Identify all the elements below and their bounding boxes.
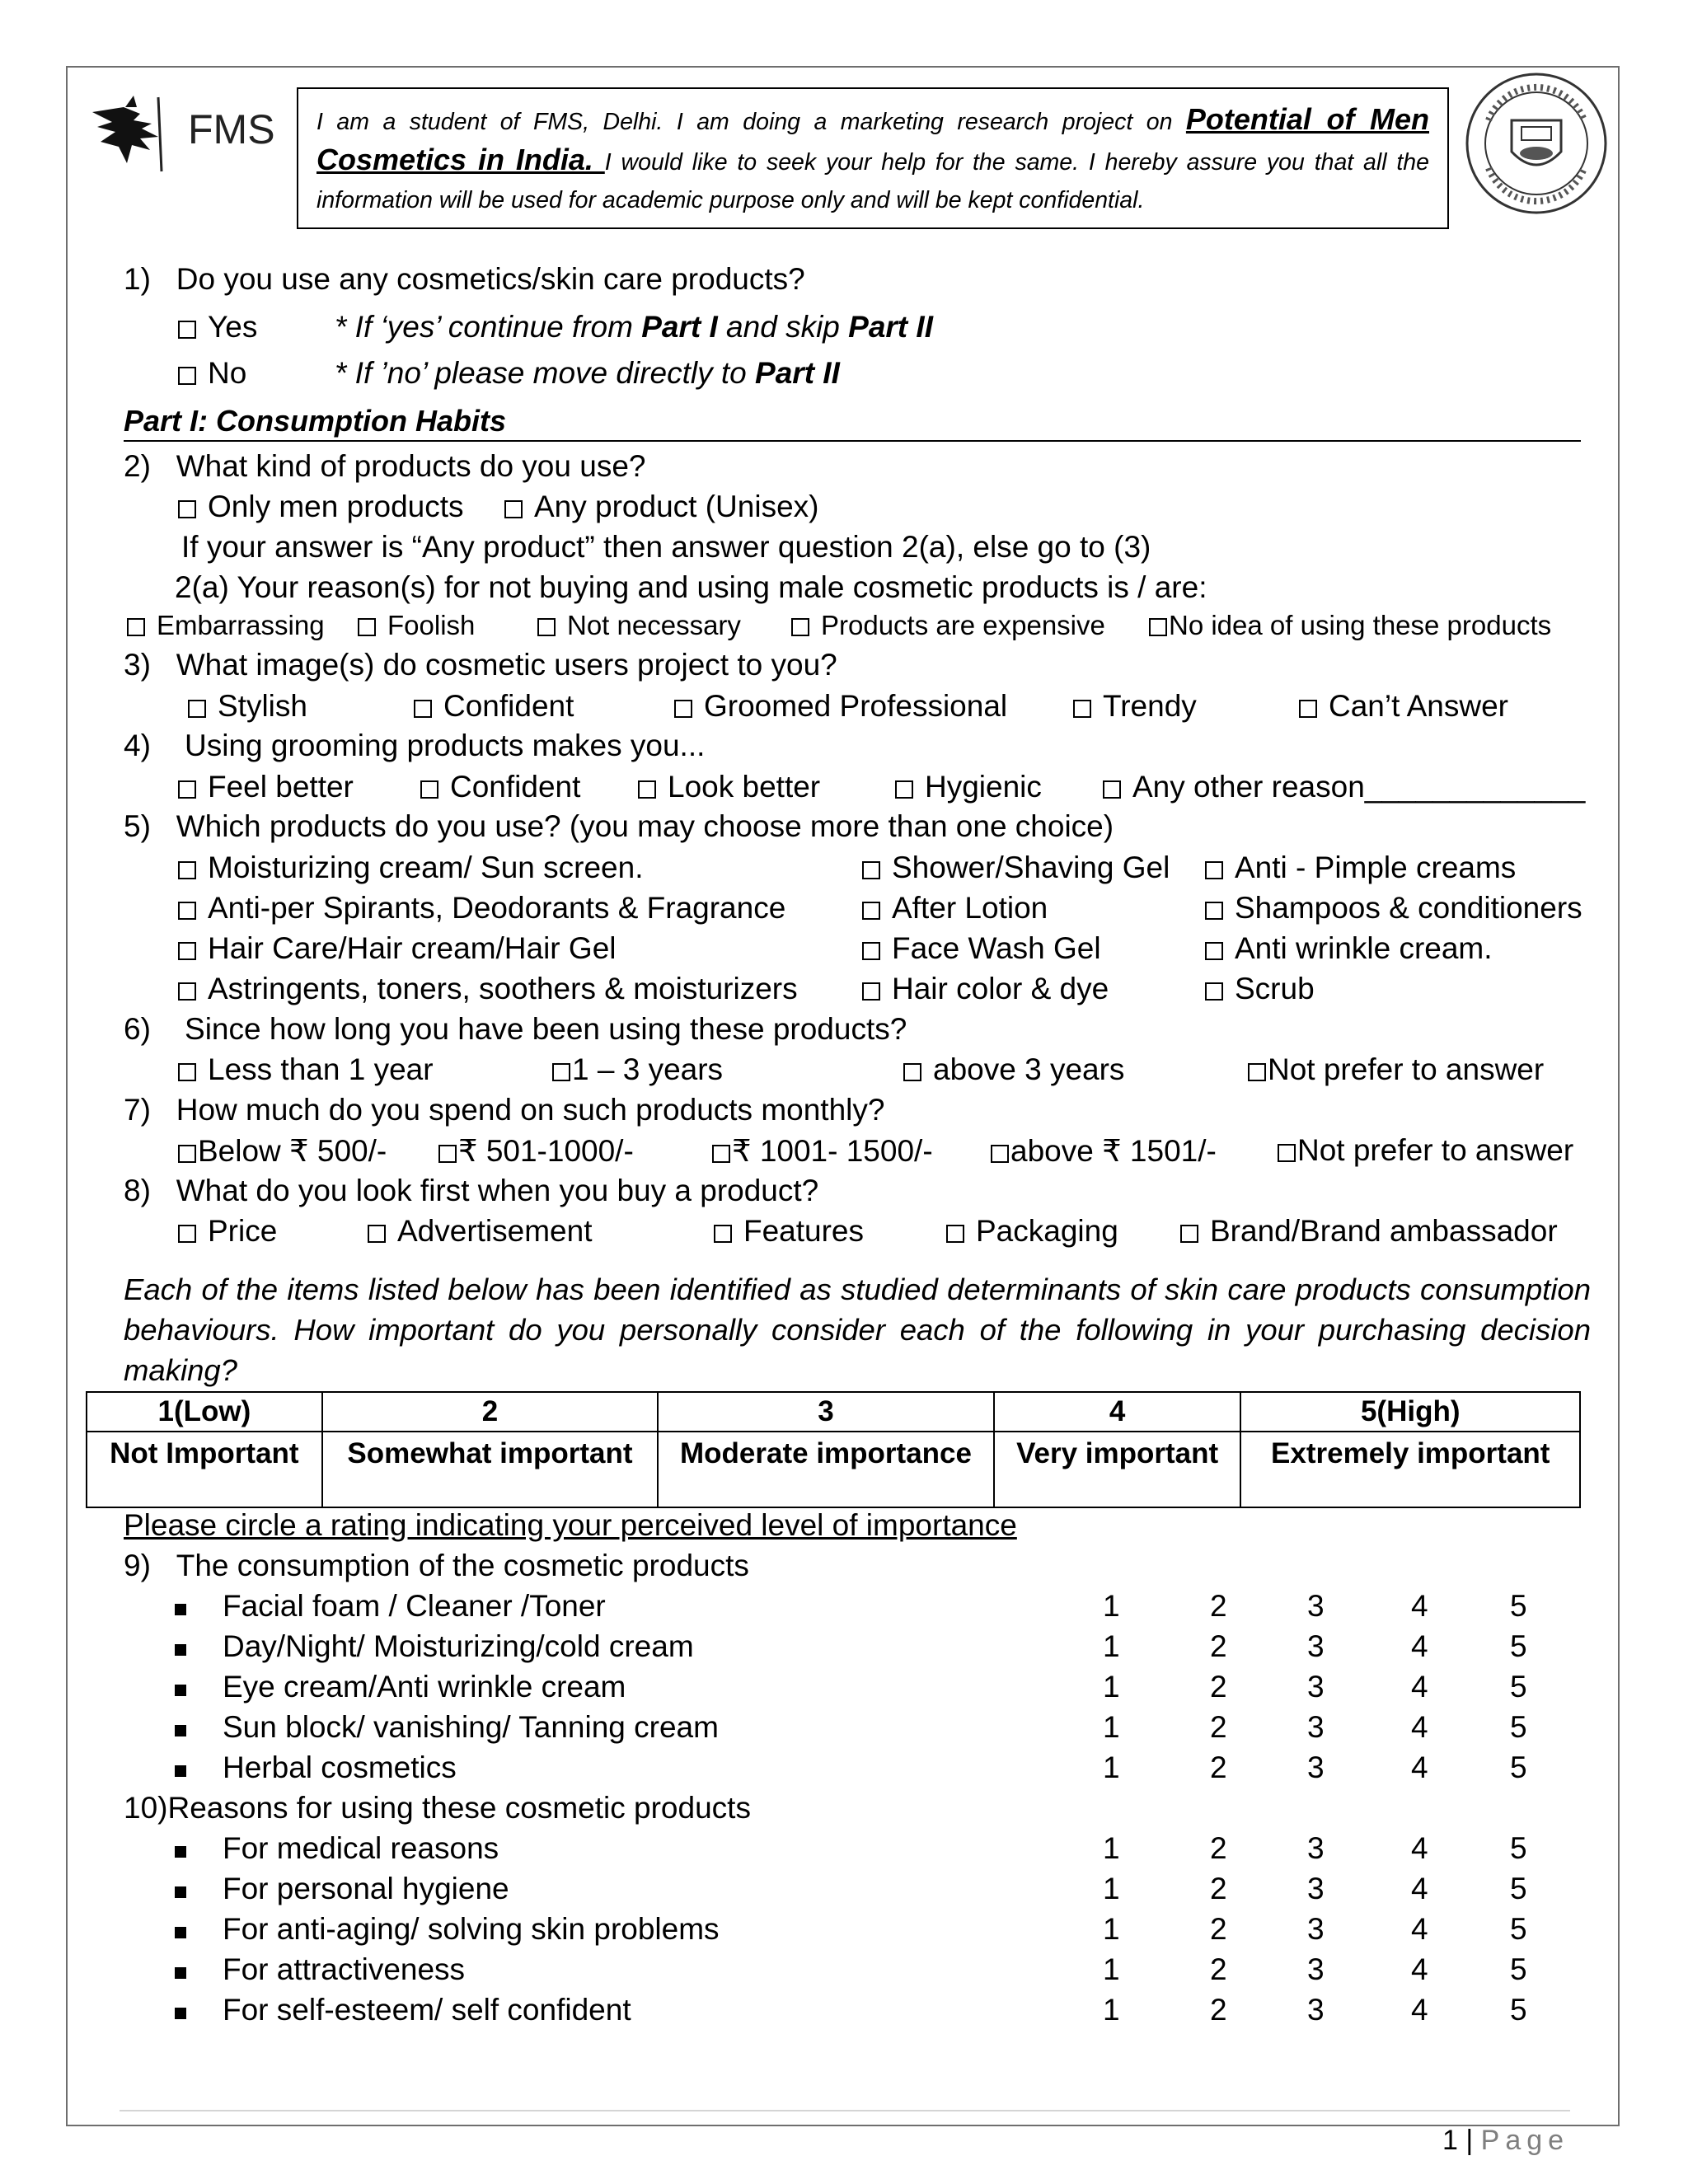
- q1-yes-note-c: and skip: [717, 310, 849, 344]
- question-3: [124, 648, 837, 682]
- q4-option-3[interactable]: [638, 770, 820, 804]
- q1-number: 1): [124, 262, 151, 296]
- option-label: Not prefer to answer: [1268, 1052, 1545, 1086]
- q5-option-7[interactable]: [178, 931, 617, 966]
- q2a-reason-2[interactable]: [358, 610, 475, 641]
- option-label: Scrub: [1235, 972, 1315, 1005]
- checkbox[interactable]: [991, 1145, 1009, 1163]
- checkbox[interactable]: [178, 1063, 196, 1081]
- reason-label: Products are expensive: [821, 610, 1105, 640]
- bullet-icon: [175, 1846, 186, 1858]
- option-label: Any other reason_____________: [1132, 770, 1586, 804]
- option-label: Moisturizing cream/ Sun screen.: [208, 851, 644, 884]
- checkbox[interactable]: [1205, 902, 1223, 920]
- checkbox[interactable]: [1103, 780, 1121, 799]
- rating-option-4[interactable]: 4: [1411, 1831, 1428, 1865]
- q1-yes-option[interactable]: [178, 310, 257, 344]
- checkbox[interactable]: [638, 780, 656, 799]
- q2-option-men[interactable]: [178, 490, 464, 524]
- rating-option-2[interactable]: 2: [1210, 1952, 1227, 1986]
- rating-option-1[interactable]: 1: [1103, 1952, 1120, 1986]
- q3-option-4[interactable]: [1073, 689, 1197, 724]
- q10-number: 10): [124, 1791, 168, 1825]
- checkbox[interactable]: [178, 500, 196, 518]
- checkbox[interactable]: [178, 780, 196, 799]
- q7-option-4[interactable]: [991, 1133, 1217, 1169]
- q1-no-option[interactable]: [178, 356, 246, 391]
- scale-level-3: 3: [658, 1392, 994, 1432]
- rating-option-4[interactable]: 4: [1411, 1993, 1428, 2027]
- bullet-icon: [175, 1927, 186, 1938]
- rating-item-label: Herbal cosmetics: [223, 1750, 457, 1784]
- rating-option-5[interactable]: 5: [1510, 1589, 1527, 1623]
- rating-option-5[interactable]: 5: [1510, 1670, 1527, 1704]
- page-label: Page: [1480, 2125, 1570, 2156]
- eagle-icon: [76, 89, 183, 180]
- q3-option-3[interactable]: [674, 689, 1007, 724]
- option-label: Hygienic: [925, 770, 1042, 804]
- q1-yes-note-a: * If ‘yes’ continue from: [335, 310, 642, 344]
- option-label: Anti-per Spirants, Deodorants & Fragrance: [208, 891, 786, 925]
- fms-logo: [76, 89, 282, 180]
- checkbox[interactable]: [862, 982, 880, 1001]
- checkbox[interactable]: [1248, 1063, 1266, 1081]
- q5-option-3[interactable]: [1205, 851, 1516, 885]
- option-label: Trendy: [1103, 689, 1197, 723]
- logo-text: FMS: [188, 106, 275, 152]
- q6-option-3[interactable]: [903, 1052, 1124, 1087]
- checkbox[interactable]: [862, 942, 880, 960]
- checkbox[interactable]: [438, 1145, 457, 1163]
- scale-label-4: Very important: [994, 1432, 1241, 1507]
- q5-option-8[interactable]: [862, 931, 1101, 966]
- q5-option-9[interactable]: [1205, 931, 1493, 966]
- q8-option-2[interactable]: [368, 1214, 593, 1249]
- option-label: Hair Care/Hair cream/Hair Gel: [208, 931, 617, 965]
- bullet-icon: [175, 1685, 186, 1696]
- q7-option-3[interactable]: [712, 1133, 933, 1169]
- checkbox[interactable]: [188, 700, 206, 718]
- rating-option-3[interactable]: 3: [1307, 1670, 1325, 1704]
- q5-text: Which products do you use? (you may choose more than one choice): [176, 809, 1114, 843]
- q2-option-unisex[interactable]: [504, 490, 818, 524]
- rating-option-1[interactable]: 1: [1103, 1710, 1120, 1744]
- question-4: [124, 729, 705, 763]
- q5-option-11[interactable]: [862, 972, 1109, 1006]
- checkbox[interactable]: [903, 1063, 921, 1081]
- checkbox[interactable]: [127, 618, 145, 636]
- q7-option-5[interactable]: [1278, 1133, 1573, 1168]
- q6-option-4[interactable]: [1248, 1052, 1544, 1087]
- option-label: Price: [208, 1214, 278, 1248]
- q3-option-2[interactable]: [414, 689, 574, 724]
- question-7: [124, 1093, 884, 1127]
- rating-option-4[interactable]: 4: [1411, 1670, 1428, 1704]
- checkbox[interactable]: [1205, 982, 1223, 1001]
- rating-option-5[interactable]: 5: [1510, 1831, 1527, 1865]
- checkbox[interactable]: [1149, 618, 1167, 636]
- rating-option-2[interactable]: 2: [1210, 1912, 1227, 1946]
- footer-divider: [120, 2110, 1570, 2111]
- rating-item-label: Facial foam / Cleaner /Toner: [223, 1589, 606, 1623]
- q1-no-note: [335, 356, 840, 391]
- checkbox[interactable]: [946, 1225, 964, 1243]
- q2a-reason-4[interactable]: [791, 610, 1105, 641]
- q7-option-2[interactable]: [438, 1133, 634, 1169]
- rating-item-label: For attractiveness: [223, 1952, 466, 1986]
- rating-option-3[interactable]: 3: [1307, 1993, 1325, 2027]
- rating-option-3[interactable]: 3: [1307, 1952, 1325, 1986]
- rating-option-4[interactable]: 4: [1411, 1629, 1428, 1663]
- option-label: Groomed Professional: [704, 689, 1008, 723]
- option-label: ₹ 1001- 1500/-: [732, 1134, 933, 1168]
- rating-option-5[interactable]: 5: [1510, 1912, 1527, 1946]
- q4-option-5[interactable]: [1103, 770, 1585, 804]
- page-footer: [1442, 2125, 1569, 2157]
- rating-option-2[interactable]: 2: [1210, 1710, 1227, 1744]
- scale-label-3: Moderate importance: [658, 1432, 994, 1507]
- q7-option-1[interactable]: [178, 1133, 387, 1169]
- checkbox[interactable]: [1073, 700, 1091, 718]
- q1-yes-note-d: Part II: [848, 310, 933, 344]
- rating-option-5[interactable]: 5: [1510, 1993, 1527, 2027]
- rating-option-2[interactable]: 2: [1210, 1670, 1227, 1704]
- option-label: After Lotion: [892, 891, 1048, 925]
- q6-option-2[interactable]: [552, 1052, 723, 1087]
- rating-option-1[interactable]: 1: [1103, 1872, 1120, 1905]
- checkbox[interactable]: [178, 1145, 196, 1163]
- scale-level-5: 5(High): [1240, 1392, 1580, 1432]
- question-10: [124, 1791, 751, 1825]
- option-label: Feel better: [208, 770, 354, 804]
- q5-number: 5): [124, 809, 151, 843]
- q8-option-4[interactable]: [946, 1214, 1118, 1249]
- circle-instruction: Please circle a rating indicating your perceived level of importance: [124, 1508, 1017, 1542]
- footer-separator: |: [1465, 2125, 1474, 2156]
- q9-number: 9): [124, 1549, 151, 1582]
- q2-number: 2): [124, 449, 151, 483]
- scale-label-1: Not Important: [87, 1432, 322, 1507]
- checkbox[interactable]: [178, 902, 196, 920]
- checkbox[interactable]: [712, 1145, 730, 1163]
- rating-option-5[interactable]: 5: [1510, 1952, 1527, 1986]
- rating-option-4[interactable]: 4: [1411, 1589, 1428, 1623]
- checkbox[interactable]: [178, 942, 196, 960]
- q1-text: Do you use any cosmetics/skin care products?: [176, 262, 805, 296]
- option-label: Confident: [443, 689, 574, 723]
- q5-option-2[interactable]: [862, 851, 1170, 885]
- q8-option-3[interactable]: [714, 1214, 864, 1249]
- option-label: Shower/Shaving Gel: [892, 851, 1170, 884]
- option-label: Shampoos & conditioners: [1235, 891, 1582, 925]
- q4-option-4[interactable]: [895, 770, 1042, 804]
- checkbox[interactable]: [537, 618, 556, 636]
- rating-option-5[interactable]: 5: [1510, 1710, 1527, 1744]
- rating-option-2[interactable]: 2: [1210, 1750, 1227, 1784]
- q7-text: How much do you spend on such products monthly?: [176, 1093, 885, 1127]
- question-2: [124, 449, 645, 484]
- scale-label-5: Extremely important: [1240, 1432, 1580, 1507]
- rating-option-4[interactable]: 4: [1411, 1912, 1428, 1946]
- q6-option-1[interactable]: [178, 1052, 434, 1087]
- rating-option-2[interactable]: 2: [1210, 1629, 1227, 1663]
- reason-label: Foolish: [387, 610, 476, 640]
- reason-label: No idea of using these products: [1169, 610, 1552, 640]
- q4-option-2[interactable]: [420, 770, 580, 804]
- checkbox[interactable]: [358, 618, 376, 636]
- checkbox[interactable]: [714, 1225, 732, 1243]
- q1-yes-note-b: Part I: [641, 310, 718, 344]
- rating-option-2[interactable]: 2: [1210, 1589, 1227, 1623]
- option-label: above ₹ 1501/-: [1010, 1134, 1217, 1168]
- project-title: Potential of Men Cosmetics in India.: [316, 102, 1429, 176]
- checkbox[interactable]: [862, 861, 880, 879]
- option-label: Advertisement: [397, 1214, 593, 1248]
- bullet-icon: [175, 1886, 186, 1898]
- option-label: Astringents, toners, soothers & moisturizers: [208, 972, 798, 1005]
- rating-item-label: Day/Night/ Moisturizing/cold cream: [223, 1629, 694, 1663]
- bullet-icon: [175, 1967, 186, 1979]
- option-label: 1 – 3 years: [572, 1052, 724, 1086]
- q4-number: 4): [124, 729, 151, 762]
- rating-item-label: For medical reasons: [223, 1831, 499, 1865]
- university-seal-icon: [1464, 71, 1609, 216]
- q1-no-note-b: Part II: [755, 356, 840, 390]
- importance-scale-table: [86, 1391, 1581, 1508]
- q1-yes-label: Yes: [208, 310, 258, 344]
- option-label: above 3 years: [933, 1052, 1125, 1086]
- rating-option-4[interactable]: 4: [1411, 1872, 1428, 1905]
- question-1: [124, 262, 805, 297]
- checkbox[interactable]: [178, 1225, 196, 1243]
- rating-option-4[interactable]: 4: [1411, 1750, 1428, 1784]
- rating-option-5[interactable]: 5: [1510, 1750, 1527, 1784]
- rating-option-1[interactable]: 1: [1103, 1589, 1120, 1623]
- checkbox[interactable]: [674, 700, 692, 718]
- rating-option-1[interactable]: 1: [1103, 1912, 1120, 1946]
- checkbox[interactable]: [791, 618, 809, 636]
- rating-option-3[interactable]: 3: [1307, 1872, 1325, 1905]
- q8-option-1[interactable]: [178, 1214, 277, 1249]
- question-9: [124, 1549, 749, 1583]
- part1-heading: Part I: Consumption Habits: [124, 404, 1581, 442]
- reason-label: Not necessary: [567, 610, 741, 640]
- q2-text: What kind of products do you use?: [176, 449, 646, 483]
- bullet-icon: [175, 1604, 186, 1615]
- rating-option-3[interactable]: 3: [1307, 1629, 1325, 1663]
- rating-option-5[interactable]: 5: [1510, 1629, 1527, 1663]
- checkbox[interactable]: [420, 780, 438, 799]
- q2a-text: 2(a) Your reason(s) for not buying and using male cosmetic products is / are:: [175, 570, 1207, 604]
- q2-note: If your answer is “Any product” then answer question 2(a), else go to (3): [181, 530, 1151, 564]
- q5-option-1[interactable]: [178, 851, 643, 885]
- rating-option-4[interactable]: 4: [1411, 1710, 1428, 1744]
- option-label: Can’t Answer: [1329, 689, 1508, 723]
- option-label: Below ₹ 500/-: [198, 1134, 387, 1168]
- option-label: Anti wrinkle cream.: [1235, 931, 1493, 965]
- checkbox[interactable]: [862, 902, 880, 920]
- option-label: Packaging: [976, 1214, 1118, 1248]
- rating-option-2[interactable]: 2: [1210, 1993, 1227, 2027]
- question-8: [124, 1174, 818, 1208]
- option-label: Look better: [668, 770, 821, 804]
- bullet-icon: [175, 1644, 186, 1656]
- checkbox[interactable]: [1205, 942, 1223, 960]
- q5-option-6[interactable]: [1205, 891, 1582, 926]
- option-label: Not prefer to answer: [1297, 1133, 1574, 1167]
- q6-number: 6): [124, 1012, 151, 1046]
- rating-item-label: For personal hygiene: [223, 1872, 509, 1905]
- rating-option-1[interactable]: 1: [1103, 1670, 1120, 1704]
- checkbox[interactable]: [552, 1063, 570, 1081]
- option-label: ₹ 501-1000/-: [458, 1134, 634, 1168]
- q4-option-1[interactable]: [178, 770, 354, 804]
- option-label: Anti - Pimple creams: [1235, 851, 1517, 884]
- checkbox[interactable]: [1278, 1144, 1296, 1162]
- bullet-icon: [175, 2008, 186, 2019]
- rating-item-label: Sun block/ vanishing/ Tanning cream: [223, 1710, 719, 1744]
- checkbox[interactable]: [895, 780, 913, 799]
- intro-text-1: I am a student of FMS, Delhi. I am doing a marketing research project on: [316, 109, 1186, 135]
- q2a-reason-1[interactable]: [127, 610, 325, 641]
- q1-no-label: No: [208, 356, 247, 390]
- q2a-reason-3[interactable]: [537, 610, 741, 641]
- rating-option-1[interactable]: 1: [1103, 1993, 1120, 2027]
- q4-text: Using grooming products makes you...: [185, 729, 706, 762]
- rating-option-5[interactable]: 5: [1510, 1872, 1527, 1905]
- q1-no-note-a: * If ’no’ please move directly to: [335, 356, 756, 390]
- q2-opt1-label: Only men products: [208, 490, 464, 523]
- rating-option-3[interactable]: 3: [1307, 1831, 1325, 1865]
- option-label: Features: [743, 1214, 865, 1248]
- q3-option-1[interactable]: [188, 689, 307, 724]
- rating-option-1[interactable]: 1: [1103, 1750, 1120, 1784]
- rating-option-3[interactable]: 3: [1307, 1912, 1325, 1946]
- rating-option-4[interactable]: 4: [1411, 1952, 1428, 1986]
- bullet-icon: [175, 1725, 186, 1736]
- q3-number: 3): [124, 648, 151, 682]
- q1-yes-note: [335, 310, 933, 344]
- q2-opt2-label: Any product (Unisex): [534, 490, 819, 523]
- checkbox[interactable]: [504, 500, 523, 518]
- rating-option-3[interactable]: 3: [1307, 1750, 1325, 1784]
- q10-text: Reasons for using these cosmetic products: [167, 1791, 751, 1825]
- option-label: Brand/Brand ambassador: [1210, 1214, 1558, 1248]
- scale-level-2: 2: [322, 1392, 659, 1432]
- rating-option-2[interactable]: 2: [1210, 1872, 1227, 1905]
- question-6: [124, 1012, 907, 1047]
- intro-text-2: I would like to seek your help for the same. I hereby assure you that all the information will be used for academic purpose only and will be kept confidential.: [316, 149, 1429, 213]
- q5-option-5[interactable]: [862, 891, 1048, 926]
- scale-label-2: Somewhat important: [322, 1432, 659, 1507]
- instructions-paragraph: Each of the items listed below has been identified as studied determinants of skin care products consumption behaviours. How important do you personally consider each of the following in your purchasing decision making?: [124, 1272, 1591, 1387]
- option-label: Less than 1 year: [208, 1052, 434, 1086]
- q9-text: The consumption of the cosmetic products: [176, 1549, 749, 1582]
- q5-option-10[interactable]: [178, 972, 798, 1006]
- option-label: Stylish: [218, 689, 307, 723]
- rating-item-label: For self-esteem/ self confident: [223, 1993, 631, 2027]
- rating-option-3[interactable]: 3: [1307, 1589, 1325, 1623]
- checkbox[interactable]: [1205, 861, 1223, 879]
- checkbox[interactable]: [178, 982, 196, 1001]
- rating-item-label: Eye cream/Anti wrinkle cream: [223, 1670, 626, 1704]
- checkbox[interactable]: [178, 861, 196, 879]
- rating-item-label: For anti-aging/ solving skin problems: [223, 1912, 720, 1946]
- q5-option-12[interactable]: [1205, 972, 1315, 1006]
- page-number: 1: [1442, 2125, 1458, 2156]
- q2a-reason-5[interactable]: [1149, 610, 1551, 641]
- scale-level-1: 1(Low): [87, 1392, 322, 1432]
- checkbox[interactable]: [368, 1225, 386, 1243]
- q8-option-5[interactable]: [1180, 1214, 1558, 1249]
- option-label: Face Wash Gel: [892, 931, 1101, 965]
- question-5: [124, 809, 1114, 844]
- q8-text: What do you look first when you buy a product?: [176, 1174, 819, 1207]
- q7-number: 7): [124, 1093, 151, 1127]
- checkbox[interactable]: [178, 367, 196, 385]
- rating-option-1[interactable]: 1: [1103, 1831, 1120, 1865]
- bullet-icon: [175, 1765, 186, 1777]
- intro-box: [297, 87, 1449, 229]
- option-label: Confident: [450, 770, 581, 804]
- checkbox[interactable]: [178, 321, 196, 339]
- checkbox[interactable]: [414, 700, 432, 718]
- q3-option-5[interactable]: [1299, 689, 1508, 724]
- checkbox[interactable]: [1180, 1225, 1198, 1243]
- rating-option-1[interactable]: 1: [1103, 1629, 1120, 1663]
- option-label: Hair color & dye: [892, 972, 1109, 1005]
- q6-text: Since how long you have been using these products?: [185, 1012, 907, 1046]
- q5-option-4[interactable]: [178, 891, 785, 926]
- reason-label: Embarrassing: [157, 610, 325, 640]
- q8-number: 8): [124, 1174, 151, 1207]
- checkbox[interactable]: [1299, 700, 1317, 718]
- q3-text: What image(s) do cosmetic users project to you?: [176, 648, 837, 682]
- scale-level-4: 4: [994, 1392, 1241, 1432]
- rating-option-2[interactable]: 2: [1210, 1831, 1227, 1865]
- rating-option-3[interactable]: 3: [1307, 1710, 1325, 1744]
